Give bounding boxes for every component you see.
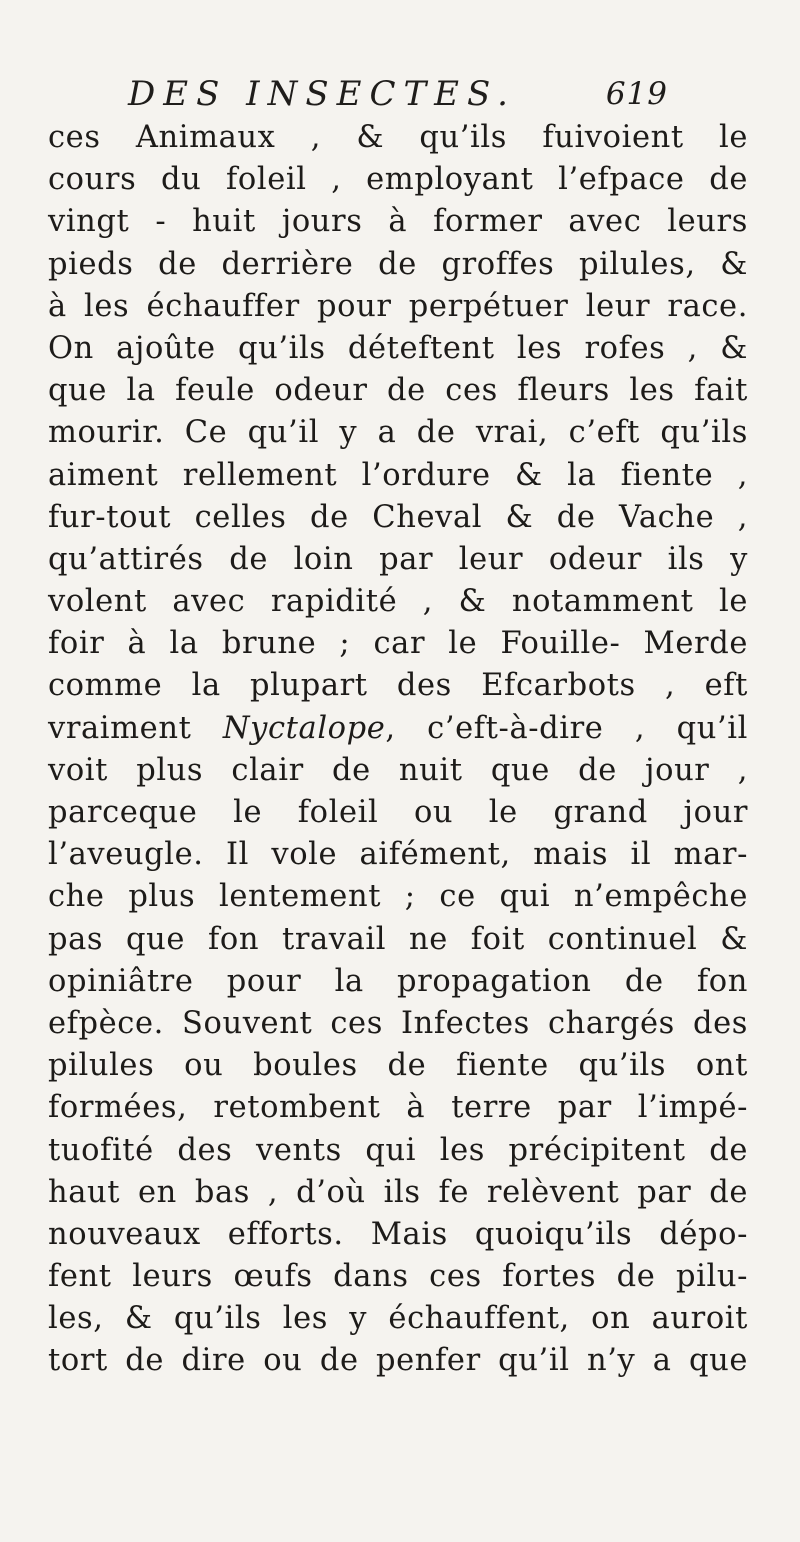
page-number: 619 [605, 76, 668, 112]
text-line: opiniâtre pour la propagation de fon [48, 963, 748, 999]
text-line: fent leurs œufs dans ces fortes de pilu- [48, 1259, 748, 1295]
text-line: l’aveugle. Il vole aifément, mais il mar- [48, 837, 748, 873]
text-line: qu’attirés de loin par leur odeur ils y [48, 541, 748, 577]
text-line: à les échauffer pour perpétuer leur race. [48, 288, 748, 324]
text-line: foir à la brune ; car le Fouille- Merde [48, 626, 748, 662]
text-line: aiment rellement l’ordure & la fiente , [48, 457, 748, 493]
text-line: voit plus clair de nuit que de jour , [48, 752, 748, 788]
running-head-title: DES INSECTES. [128, 74, 516, 114]
text-line: haut en bas , d’où ils fe relèvent par de [48, 1174, 748, 1210]
text-line: volent avec rapidité , & notamment le [48, 584, 748, 620]
body-text [48, 117, 748, 1383]
text-line: formées, retombent à terre par l’impé- [48, 1090, 748, 1126]
text-line: pas que fon travail ne foit continuel & [48, 921, 748, 957]
text-line: fur-tout celles de Cheval & de Vache , [48, 499, 748, 535]
text-line: vraiment Nyctalope, c’eft-à-dire , qu’il [48, 710, 749, 746]
text-line: comme la plupart des Efcarbots , eft [48, 668, 748, 704]
text-line: que la feule odeur de ces fleurs les fait [48, 373, 748, 409]
text-line: mourir. Ce qu’il y a de vrai, c’eft qu’ils [48, 415, 748, 451]
text-line: tort de dire ou de penfer qu’il n’y a que [48, 1343, 748, 1379]
text-line: les, & qu’ils les y échauffent, on auroit [48, 1301, 748, 1337]
text-line: pilules ou boules de fiente qu’ils ont [48, 1048, 748, 1084]
text-line: parceque le foleil ou le grand jour [48, 795, 748, 830]
running-head [128, 74, 668, 120]
text-line: pieds de derrière de groffes pilules, & [48, 246, 748, 282]
text-line: vingt - huit jours à former avec leurs [48, 204, 748, 240]
text-line: tuofité des vents qui les précipitent de [48, 1132, 748, 1168]
text-line: ces Animaux , & qu’ils fuivoient le [48, 120, 748, 155]
text-line: On ajoûte qu’ils déteftent les rofes , & [48, 330, 748, 366]
text-line: cours du foleil , employant l’efpace de [48, 162, 748, 198]
text-line: che plus lentement ; ce qui n’empêche [48, 879, 748, 915]
text-line: efpèce. Souvent ces Infectes chargés des [48, 1005, 748, 1041]
italic-term: Nyctalope [222, 710, 386, 746]
text-line: nouveaux efforts. Mais quoiqu’ils dépo- [48, 1216, 748, 1252]
